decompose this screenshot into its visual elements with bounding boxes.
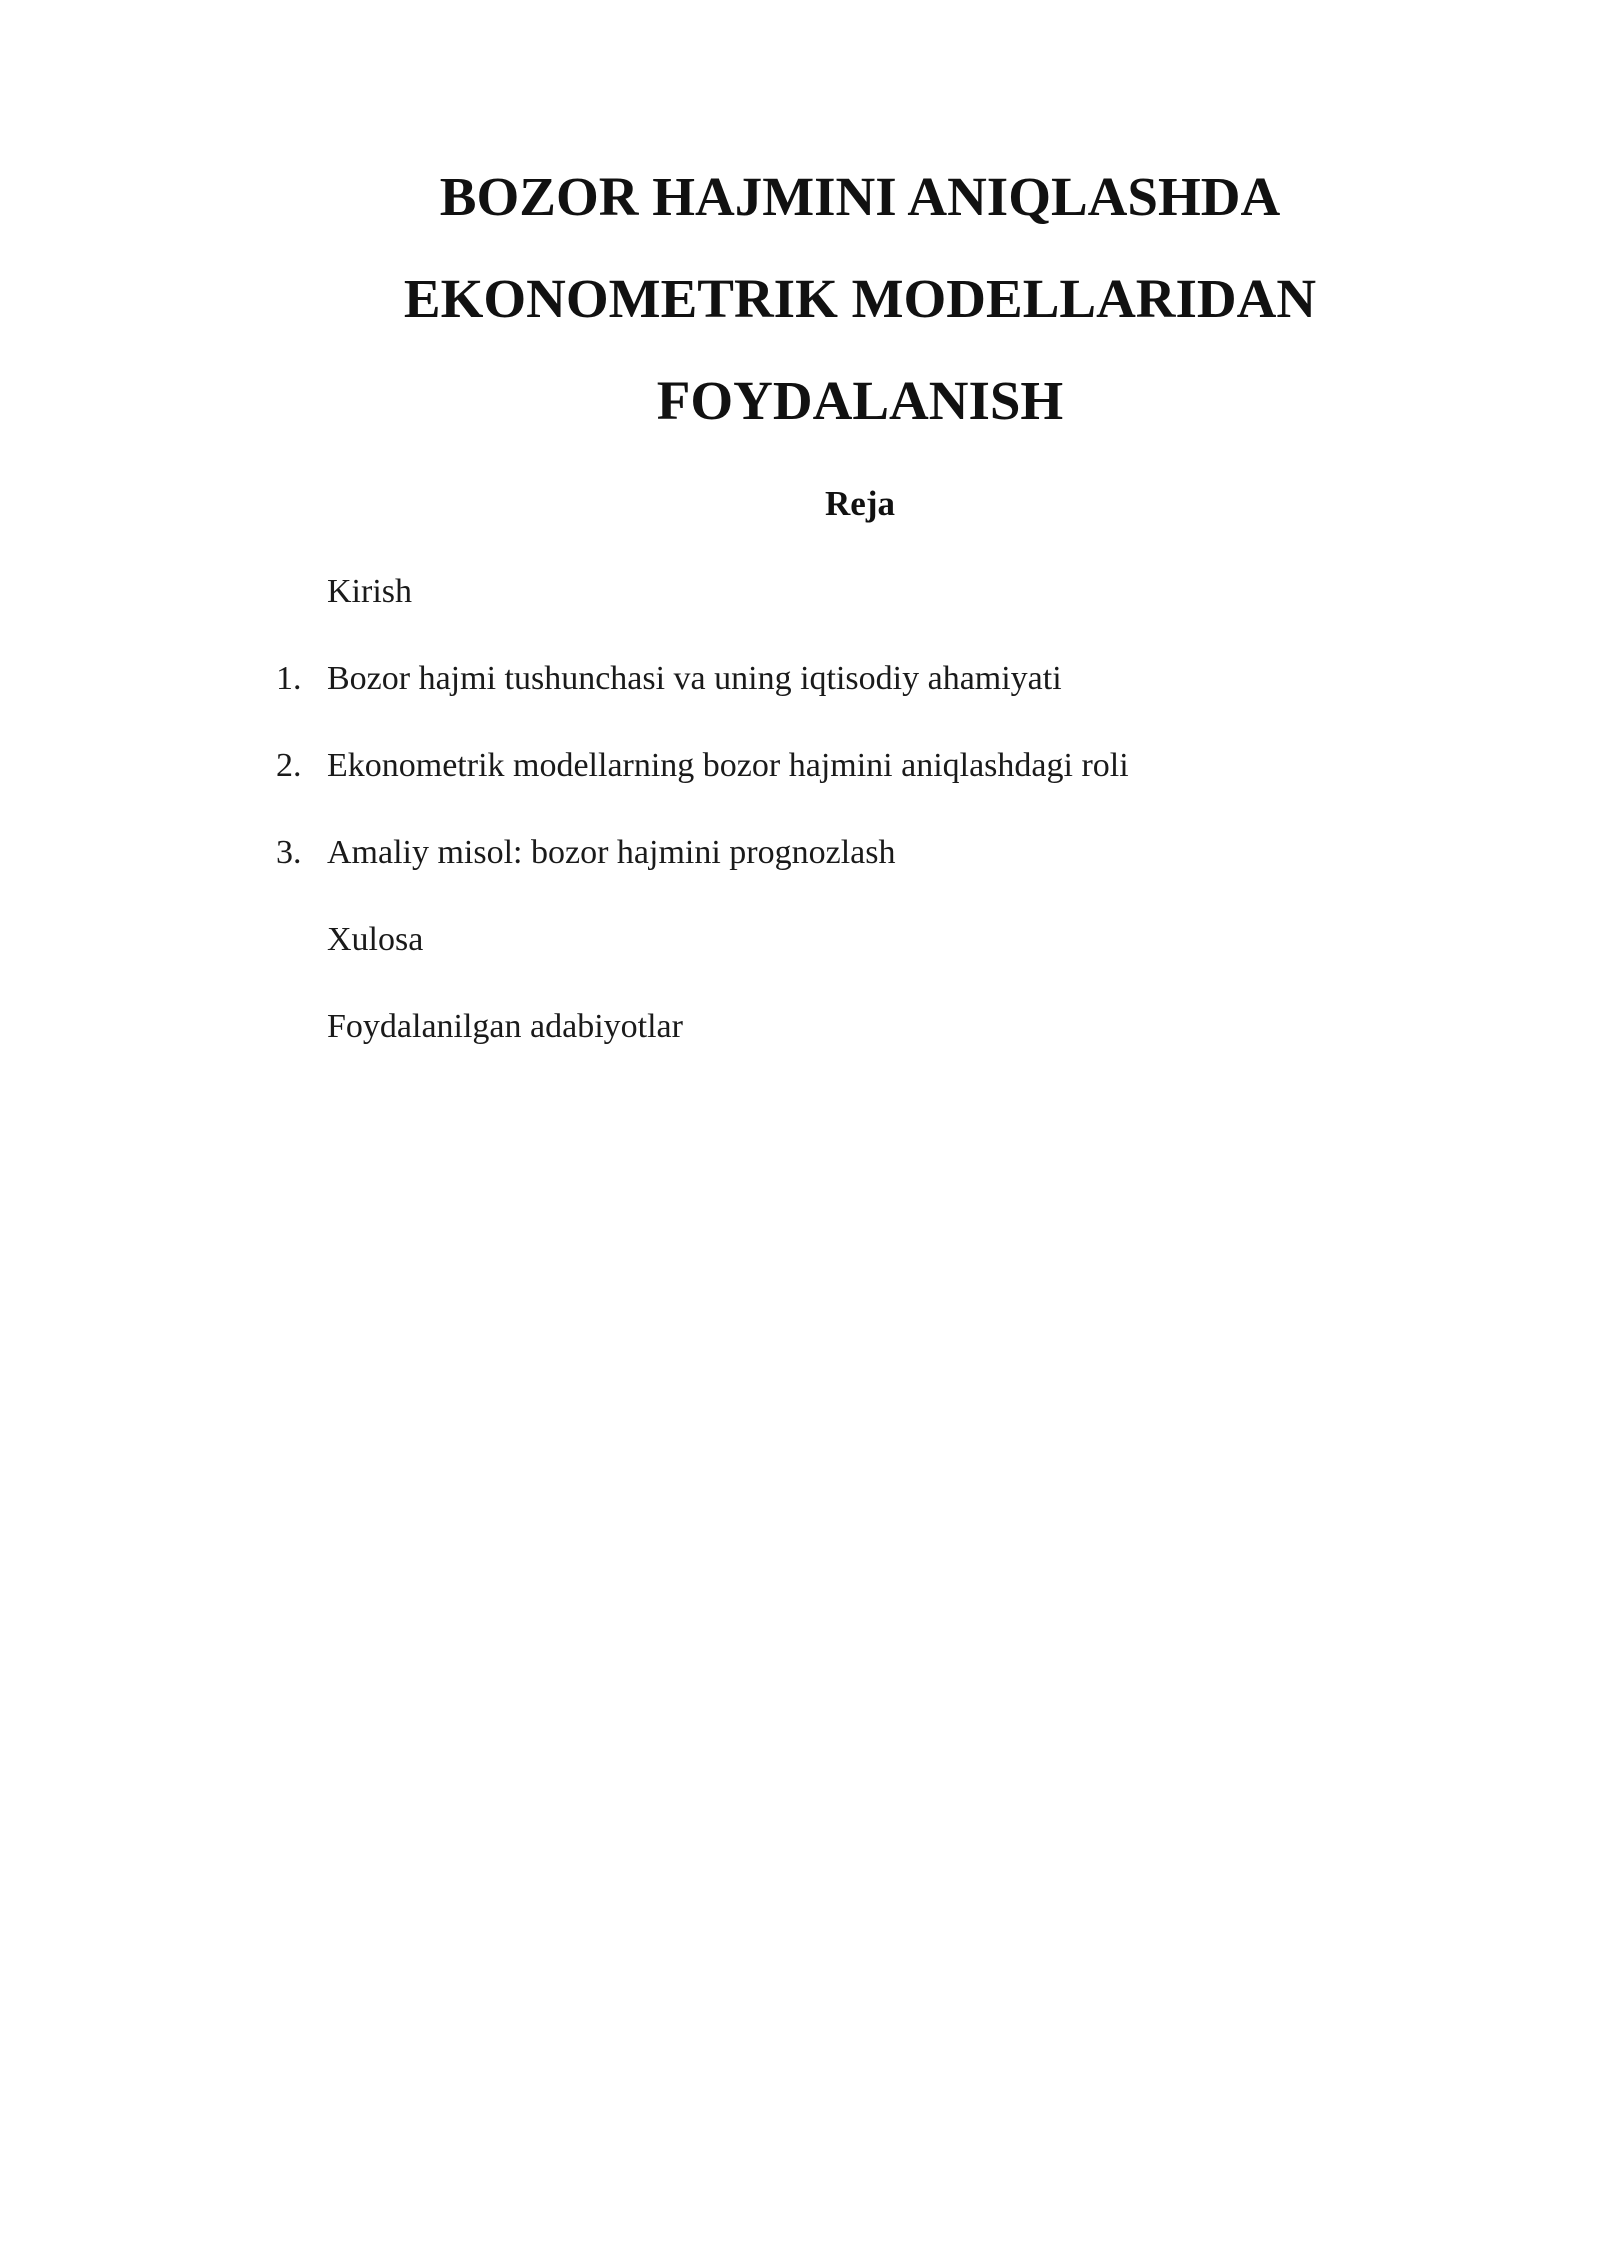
plan-item-text: Bozor hajmi tushunchasi va uning iqtisodiy ahamiyati	[327, 660, 1062, 697]
plan-item-number: 3.	[276, 834, 302, 871]
plan-list	[0, 562, 1600, 1084]
plan-heading: Reja	[825, 484, 895, 523]
document-title	[340, 146, 1380, 452]
plan-item-1	[0, 649, 1600, 736]
plan-item-text: Ekonometrik modellarning bozor hajmini aniqlashdagi roli	[327, 747, 1129, 784]
plan-item-text: Xulosa	[327, 921, 424, 958]
title-line-2: EKONOMETRIK MODELLARIDAN	[403, 268, 1317, 329]
plan-item-number: 2.	[276, 747, 302, 784]
plan-item-2	[0, 736, 1600, 823]
plan-item-xulosa	[0, 910, 1600, 997]
title-line-1: BOZOR HAJMINI ANIQLASHDA	[439, 166, 1281, 227]
plan-item-kirish	[0, 562, 1600, 649]
plan-item-number: 1.	[276, 660, 302, 697]
plan-item-text: Kirish	[327, 573, 412, 610]
plan-item-text: Foydalanilgan adabiyotlar	[327, 1008, 683, 1045]
plan-item-adabiyotlar	[0, 997, 1600, 1084]
title-line-3: FOYDALANISH	[656, 370, 1064, 431]
plan-item-text: Amaliy misol: bozor hajmini prognozlash	[327, 834, 896, 871]
plan-item-3	[0, 823, 1600, 910]
